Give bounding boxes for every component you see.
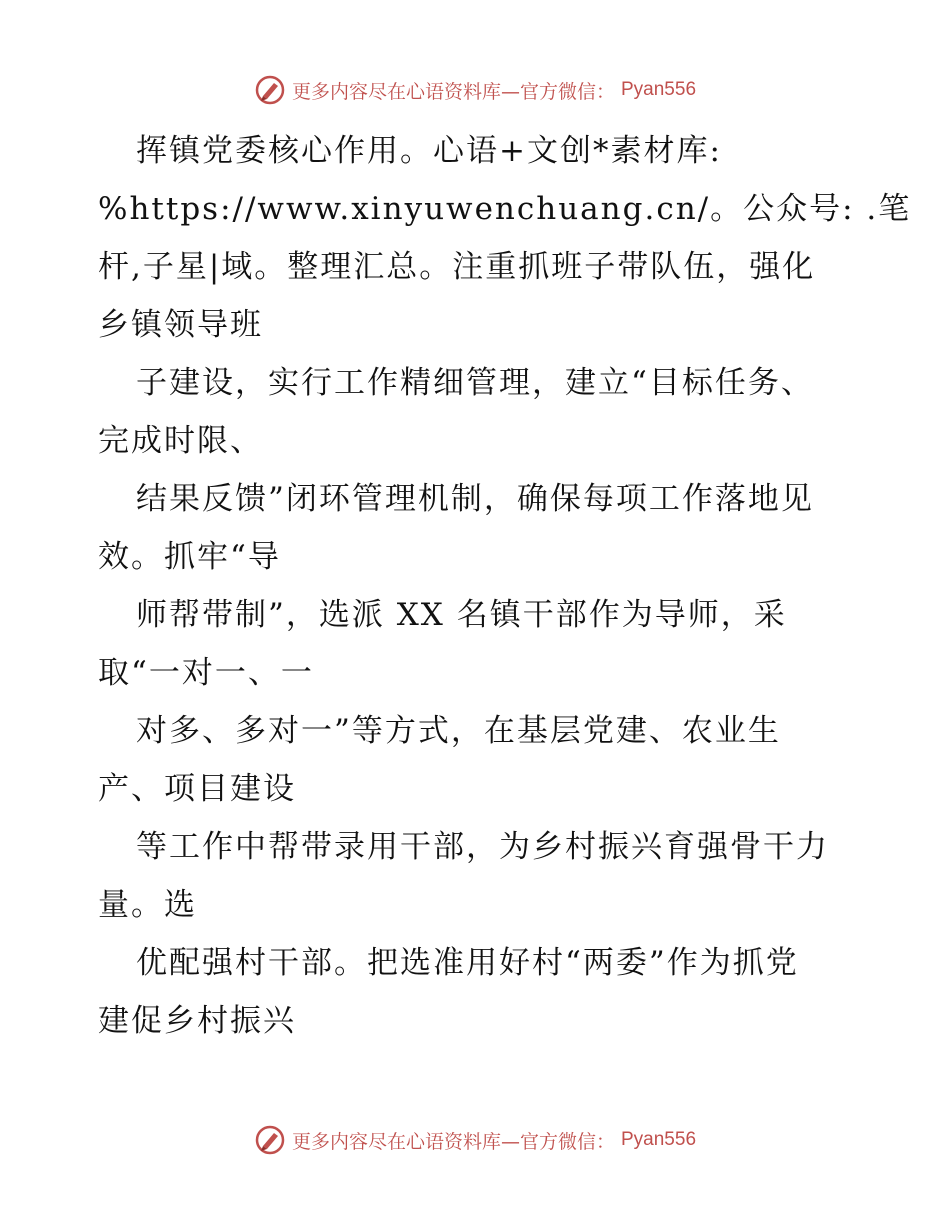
text-line: 效。抓牢“导 [98, 539, 281, 575]
text-line: 挥镇党委核心作用。心语+文创*素材库: [136, 133, 722, 169]
text-line: 子建设，实行工作精细管理，建立“目标任务、 [136, 365, 814, 401]
text-line: 对多、多对一”等方式，在基层党建、农业生 [136, 713, 781, 749]
text-line: 师帮带制”，选派 XX 名镇干部作为导师，采 [136, 597, 787, 633]
text-line: 建促乡村振兴 [98, 1003, 296, 1039]
document-body [98, 122, 912, 1050]
pen-logo-icon [254, 74, 286, 106]
text-line: 量。选 [98, 887, 197, 923]
watermark-wechat-id: Pyan556 [621, 1129, 697, 1150]
watermark-wechat-id: Pyan556 [621, 79, 697, 100]
text-line: 产、项目建设 [98, 771, 296, 807]
pen-logo-icon [254, 1124, 286, 1156]
text-line: 乡镇领导班 [98, 307, 263, 343]
text-line: 杆,子星|域。整理汇总。注重抓班子带队伍，强化 [98, 249, 816, 285]
watermark-text: 更多内容尽在心语资料库—官方微信： [291, 80, 615, 103]
header-watermark [0, 74, 950, 106]
watermark-text: 更多内容尽在心语资料库—官方微信： [291, 1130, 615, 1153]
text-line: 完成时限、 [98, 423, 263, 459]
text-line: 优配强村干部。把选准用好村“两委”作为抓党 [136, 945, 799, 981]
footer-watermark [0, 1124, 950, 1156]
text-line: 结果反馈”闭环管理机制，确保每项工作落地见 [136, 481, 814, 517]
text-line: %https://www.xinyuwenchuang.cn/。公众号: .笔 [98, 191, 912, 227]
text-line: 等工作中帮带录用干部，为乡村振兴育强骨干力 [136, 829, 829, 865]
text-line: 取“一对一、一 [98, 655, 314, 691]
